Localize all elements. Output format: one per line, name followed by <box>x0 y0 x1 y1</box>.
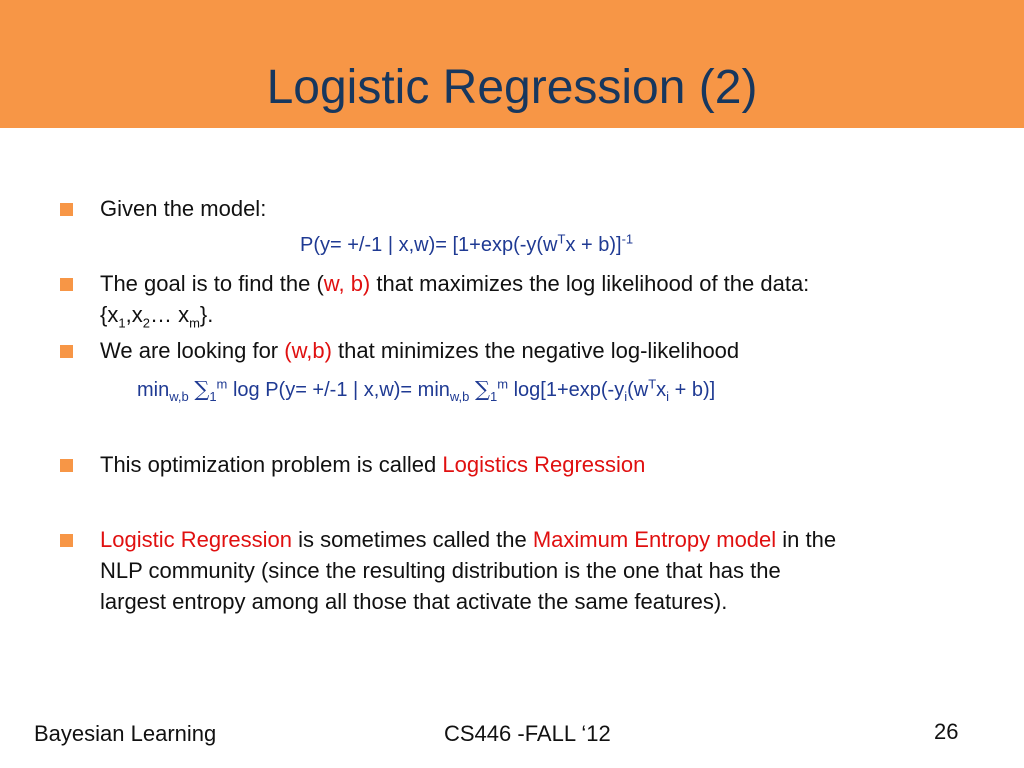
superscript: -1 <box>621 231 634 247</box>
bullet-square-icon <box>60 278 73 291</box>
footer-left: Bayesian Learning <box>34 721 217 746</box>
bullet-given-model <box>100 193 980 224</box>
formula-part: min <box>137 379 170 401</box>
bullet-text: largest entropy among all those that activate the same features). <box>100 589 728 614</box>
bullet-text: NLP community (since the resulting distribution is the one that has the <box>100 558 781 583</box>
slide-title: Logistic Regression (2) <box>266 61 758 114</box>
superscript: m <box>216 376 228 392</box>
highlight-wb: (w,b) <box>284 338 332 363</box>
bullet-text: This optimization problem is called <box>100 452 443 477</box>
superscript: T <box>557 231 566 247</box>
bullet-optimization <box>100 449 980 480</box>
bullet-text: that minimizes the negative log-likelihood <box>331 338 740 363</box>
subscript: 1 <box>489 389 498 404</box>
sigma-icon: ∑ <box>194 377 210 401</box>
footer-center: CS446 -FALL ‘12 <box>444 721 611 746</box>
bullet-square-icon <box>60 459 73 472</box>
formula-part: + b)] <box>669 379 716 401</box>
bullet-square-icon <box>60 203 73 216</box>
highlight-logistic-regression: Logistic Regression <box>100 527 292 552</box>
highlight-logistics-regression: Logistics Regression <box>442 452 646 477</box>
bullet-max-entropy <box>100 524 980 617</box>
superscript: T <box>648 376 657 392</box>
data-set-part: ,x <box>125 302 143 327</box>
data-set-part: {x <box>100 302 119 327</box>
bullet-text: The goal is to find the ( <box>100 271 324 296</box>
bullet-text: in the <box>776 527 837 552</box>
bullet-square-icon <box>60 345 73 358</box>
highlight-max-entropy: Maximum Entropy model <box>532 527 777 552</box>
data-set-part: … x <box>149 302 190 327</box>
bullet-minimize <box>100 335 980 366</box>
model-formula <box>300 230 633 260</box>
formula-part: (w <box>627 379 649 401</box>
subscript: i <box>666 389 670 404</box>
bullet-text: Given the model: <box>100 196 267 221</box>
formula-part: x + b)] <box>565 234 622 256</box>
bullet-text: We are looking for <box>100 338 285 363</box>
highlight-wb: w, b) <box>323 271 371 296</box>
neg-log-likelihood-formula <box>137 374 715 405</box>
subscript: 2 <box>142 315 150 331</box>
subscript: w,b <box>169 389 189 404</box>
formula-part: log[1+exp(-y <box>508 379 625 401</box>
bullet-text: is sometimes called the <box>291 527 533 552</box>
data-set-part: }. <box>199 302 214 327</box>
subscript: w,b <box>449 389 470 404</box>
subscript: 1 <box>118 315 126 331</box>
bullet-goal <box>100 268 980 330</box>
subscript: 1 <box>209 389 217 404</box>
subscript: i <box>624 389 628 404</box>
subscript: m <box>189 315 200 331</box>
sigma-icon: ∑ <box>474 377 490 401</box>
bullet-square-icon <box>60 534 73 547</box>
formula-part: x <box>656 379 667 401</box>
page-number: 26 <box>934 719 959 744</box>
formula-part: P(y= +/-1 | x,w)= [1+exp(-y(w <box>300 234 558 256</box>
bullet-text: that maximizes the log likelihood of the data: <box>370 271 810 296</box>
superscript: m <box>497 376 509 392</box>
formula-part: log P(y= +/-1 | x,w)= min <box>227 379 450 401</box>
